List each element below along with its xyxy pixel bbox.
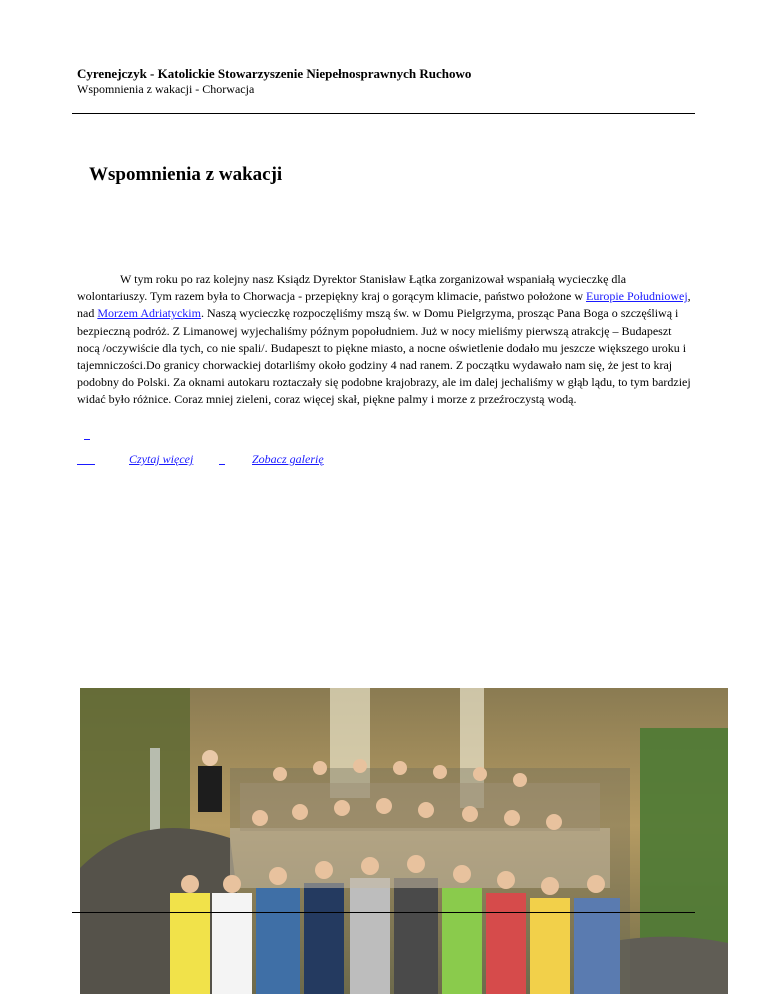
link-europe[interactable]: Europie Południowej <box>586 289 688 304</box>
empty-link-stub[interactable] <box>84 427 90 441</box>
article-text-2: , nad <box>77 289 691 321</box>
document-header <box>77 66 697 97</box>
article-body <box>77 271 695 409</box>
article-text-1: W tym roku po raz kolejny nasz Ksiądz Dyrektor Stanisław Łątka zorganizował wspaniałą wycieczkę dla wolontariuszy. Tym razem była to Chorwacja - przepiękny kraj o gorącym klimacie, państwo położone w <box>77 272 627 304</box>
empty-link-stub[interactable] <box>219 452 225 466</box>
article-text-3: . Naszą wycieczkę rozpoczęliśmy mszą św. w Domu Pielgrzyma, prosząc Pana Boga o szczęśliwą i bezpieczną podróż. Z Limanowej wyjechaliśmy późnym popołudniem. Już w nocy mieliśmy pierwszą atrakcję – Budapeszt nocą /oczywiście dla tych, co nie spali/. Budapeszt to piękne miasto, a nocne oświetlenie dodało mu jeszcze większego uroku i tajemniczości.Do granicy chorwackiej dotarliśmy około godziny 4 nad ranem. Z początku wydawało nam się, że jest to kraj podobny do Polski. Za oknami autokaru roztaczały się podobne krajobrazy, ale im dalej jechaliśmy w głąb lądu, to tym bardziej widać było różnice. Coraz mniej zieleni, coraz więcej skał, piękne palmy i morze z przeźroczystą wodą. <box>77 306 691 407</box>
links-row <box>77 452 95 466</box>
link-adriatic[interactable]: Morzem Adriatyckim <box>97 306 201 321</box>
site-title: Cyrenejczyk - Katolickie Stowarzyszenie Niepełnosprawnych Ruchowo <box>77 66 472 81</box>
empty-link-stub[interactable] <box>77 452 95 466</box>
gallery-link[interactable]: Zobacz galerię <box>252 452 324 466</box>
footer-rule <box>72 912 695 913</box>
links-row <box>219 452 225 466</box>
page-title: Wspomnienia z wakacji <box>89 164 283 185</box>
links-row <box>252 452 324 466</box>
header-rule <box>72 113 695 114</box>
links-row <box>129 452 193 466</box>
read-more-link[interactable]: Czytaj więcej <box>129 452 194 466</box>
document-subtitle: Wspomnienia z wakacji - Chorwacja <box>77 82 255 96</box>
group-photo <box>80 688 728 994</box>
